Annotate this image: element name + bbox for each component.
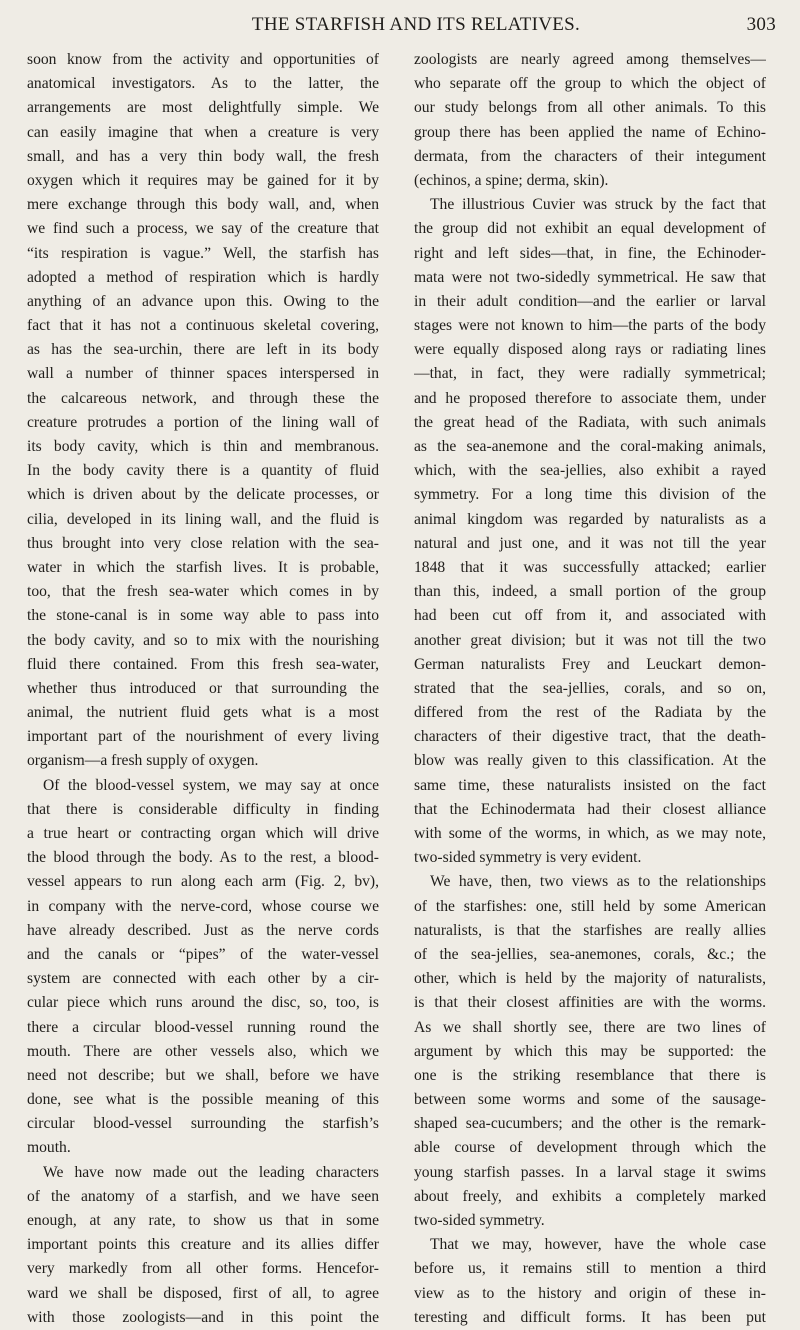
text-line: our study belongs from all other animals. To this [414,99,766,117]
text-line: “its respiration is vague.” Well, the starfish has [27,244,379,262]
text-line: The illustrious Cuvier was struck by the fact that [430,196,766,214]
text-line: differed from the rest of the Radiata by the [414,704,766,722]
text-line: of the starfishes: one, still held by some American [414,897,766,915]
text-line: naturalists, is that the starfishes are really allies [414,921,766,939]
text-line: with some of the worms, in which, as we may note, [414,825,766,842]
text-line: wall a number of thinner spaces interspersed in [27,365,379,383]
text-line: vessel appears to run along each arm (Fig. 2, bv), [27,873,379,891]
text-line: stages were not known to him—the parts of the body [414,317,766,335]
text-line: characters of their digestive tract, that the death- [414,728,766,746]
text-line: creature protrudes a portion of the lining wall of [27,413,379,431]
text-line: is that their closest affinities are with the worms. [414,994,766,1012]
text-line: argument by which this may be supported: the [414,1042,766,1060]
running-head [56,14,776,38]
text-line: need not describe; but we shall, before we have [27,1066,379,1084]
text-line: mere exchange through this body wall, and, when [27,196,379,214]
page-number: 303 [746,14,776,35]
text-line: anything of an advance upon this. Owing to the [27,292,379,310]
text-line: in their adult condition—and the earlier or larval [414,292,766,310]
text-line: about freely, and exhibits a completely marked [414,1187,766,1205]
right-column [414,48,766,1330]
text-line: Of the blood-vessel system, we may say at once [43,776,379,794]
text-line: before us, it remains still to mention a third [414,1260,766,1278]
text-line: important part of the nourishment of every living [27,728,379,746]
text-line: zoologists are nearly agreed among themselves— [414,51,766,68]
text-line: whether thus introduced or that surrounding the [27,679,379,697]
text-line: one is the striking resemblance that there is [414,1066,766,1084]
text-line: the stone-canal is in some way able to pass into [27,607,379,625]
text-line: small, and has a very thin body wall, the fresh [27,147,379,165]
text-line: mouth. There are other vessels also, which we [27,1042,379,1060]
text-line: young starfish passes. In a larval stage it swims [414,1163,766,1181]
text-line: right and left sides—that, in fine, the Echinoder- [414,244,766,262]
text-line: there a circular blood-vessel running round the [27,1018,379,1036]
text-line: too, that the fresh sea-water which comes in by [27,583,379,601]
text-line: system are connected with each other by a cir- [27,970,379,988]
text-line: the great head of the Radiata, with such animals [414,413,766,431]
text-line: the group did not exhibit an equal development of [414,220,766,238]
text-line: which is driven about by the delicate processes, or [27,486,379,504]
text-line: soon know from the activity and opportunities of [27,51,379,68]
text-line: that there is considerable difficulty in finding [27,800,379,818]
text-line: the blood through the body. As to the rest, a blood- [27,849,379,867]
text-line: animal kingdom was regarded by naturalists as a [414,510,766,528]
text-line: As we shall shortly see, there are two lines of [414,1018,766,1036]
text-line: We have now made out the leading characters [43,1163,379,1181]
text-line: the body cavity, and so to mix with the nourishing [27,631,379,649]
text-line: animal, the nutrient fluid gets what is a most [27,704,379,722]
text-line: have already described. Just as the nerve cords [27,921,379,939]
text-line: between some worms and some of the sausage- [414,1091,766,1109]
text-line: We have, then, two views as to the relationships [430,873,766,891]
text-line: thus brought into very close relation with the sea- [27,534,379,552]
text-line: two-sided symmetry. [414,1212,545,1229]
text-line: can easily imagine that when a creature is very [27,123,379,141]
text-line: teresting and difficult forms. It has been put [414,1308,766,1326]
text-line: organism—a fresh supply of oxygen. [27,752,259,770]
text-line: its body cavity, which is thin and membranous. [27,438,379,455]
running-title: THE STARFISH AND ITS RELATIVES. [251,14,581,35]
text-line: water in which the starfish lives. It is probable, [27,558,379,576]
text-line: that the Echinodermata had their closest alliance [414,800,766,818]
text-line: group there has been applied the name of Echino- [414,123,766,141]
text-line: natural and just one, and it was not till the year [414,534,766,552]
text-line: mata were not two-sidedly symmetrical. He saw that [414,268,766,286]
text-line: anatomical investigators. As to the latter, the [27,75,379,93]
text-line: done, see what is the possible meaning of this [27,1091,379,1109]
text-line: same time, these naturalists insisted on the fact [414,776,766,794]
text-line: cular piece which runs around the disc, so, too, is [27,994,379,1012]
text-line: as the sea-anemone and the coral-making animals, [414,438,766,455]
text-line: who separate off the group to which the object of [414,75,766,93]
text-line: two-sided symmetry is very evident. [414,849,642,867]
text-line: arrangements are most delightfully simple. We [27,99,379,117]
text-line: as has the sea-urchin, there are left in its body [27,341,379,359]
text-line: important points this creature and its allies differ [27,1236,379,1254]
text-line: other, which is held by the majority of naturalists, [414,970,766,988]
text-line: able course of development through which the [414,1139,766,1157]
text-line: in company with the nerve-cord, whose course we [27,897,379,915]
text-line: view as to the history and origin of these in- [414,1284,766,1302]
left-column [27,48,379,1330]
text-line: mouth. [27,1139,71,1157]
text-line: German naturalists Frey and Leuckart demon- [414,655,766,673]
text-line: which, with the sea-jellies, also exhibit a rayed [414,462,766,480]
text-line: (echinos, a spine; derma, skin). [414,171,609,189]
text-line: —that, in fact, they were radially symmetrical; [414,365,766,383]
text-line: dermata, from the characters of their integument [414,147,766,165]
text-line: with those zoologists—and in this point the [27,1308,379,1326]
text-line: adopted a method of respiration which is hardly [27,268,379,286]
text-line: fact that it has not a continuous skeletal covering, [27,317,379,335]
text-line: of the anatomy of a starfish, and we have seen [27,1187,379,1205]
text-line: shaped sea-cucumbers; and the other is the remark- [414,1115,766,1133]
text-line: symmetry. For a long time this division of the [414,486,766,504]
text-line: fluid there contained. From this fresh sea-water, [27,655,379,673]
text-line: were equally disposed along rays or radiating lines [414,341,766,359]
text-line: and he proposed therefore to associate them, under [414,389,766,407]
text-line: 1848 that it was successfully attacked; earlier [414,558,766,576]
text-line: a true heart or contracting organ which will drive [27,825,379,842]
text-line: blow was really given to this classification. At the [414,752,766,770]
text-line: the calcareous network, and through these the [27,389,379,407]
text-line: than this, indeed, a small portion of the group [414,583,766,601]
text-line: another great division; but it was not till the two [414,631,766,649]
text-line: strated that the sea-jellies, corals, and so on, [414,679,766,697]
text-line: we find such a process, we say of the creature that [27,220,379,238]
text-line: enough, at any rate, to show us that in some [27,1212,379,1229]
text-line: of the sea-jellies, sea-anemones, corals, &c.; the [414,945,766,963]
text-line: circular blood-vessel surrounding the starfish’s [27,1115,379,1133]
text-line: and the canals or “pipes” of the water-vessel [27,945,379,963]
text-line: That we may, however, have the whole case [430,1236,766,1254]
text-line: oxygen which it requires may be gained for it by [27,171,379,189]
text-line: cilia, developed in its lining wall, and the fluid is [27,510,379,528]
text-line: In the body cavity there is a quantity of fluid [27,462,379,480]
text-line: very markedly from all other forms. Hencefor- [27,1260,379,1278]
text-line: ward we shall be disposed, first of all, to agree [27,1284,379,1302]
text-line: had been cut off from it, and associated with [414,607,766,625]
